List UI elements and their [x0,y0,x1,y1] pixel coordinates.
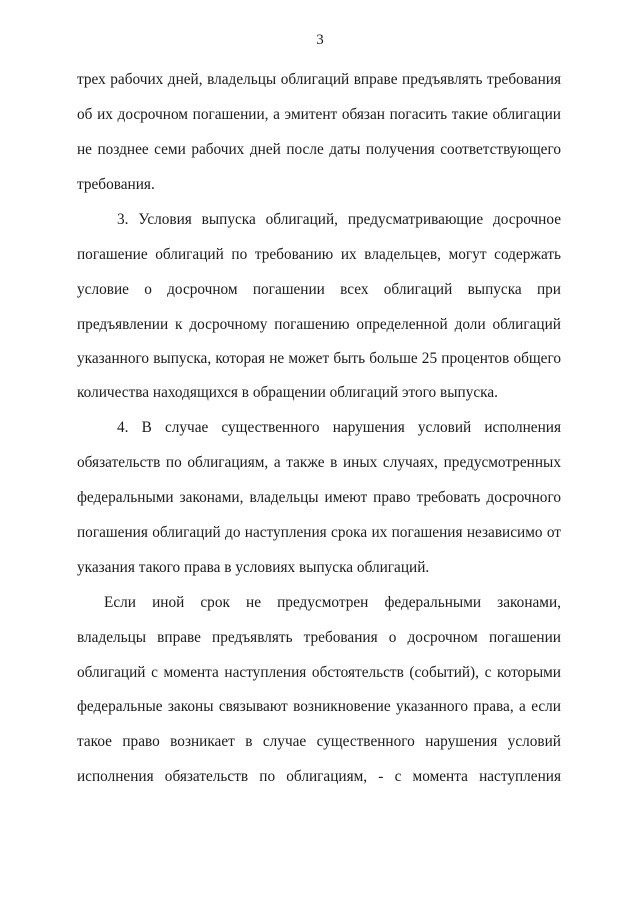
text-line: владельцы вправе предъявлять требования о досрочном погашении [77,629,561,646]
text-line: федеральные законы связывают возникновение указанного права, а если [77,698,561,715]
text-line: погашения облигаций до наступления срока их погашения независимо от [77,524,561,541]
text-line: указанного выпуска, которая не может быть больше 25 процентов общего [77,350,561,367]
text-line: требования. [77,176,155,193]
text-line: такое право возникает в случае существенного нарушения условий [77,733,561,750]
text-line: 3. Условия выпуска облигаций, предусматривающие досрочное [117,211,561,228]
text-line: обязательств по облигациям, а также в иных случаях, предусмотренных [77,454,561,471]
text-line: указания такого права в условиях выпуска облигаций. [77,559,430,576]
text-line: количества находящихся в обращении облигаций этого выпуска. [77,384,498,401]
text-line: 4. В случае существенного нарушения условий исполнения [117,419,561,436]
text-line: условие о досрочном погашении всех облигаций выпуска при [77,281,561,298]
text-line: трех рабочих дней, владельцы облигаций вправе предъявлять требования [77,71,561,88]
text-line: исполнения обязательств по облигациям, - с момента наступления [77,768,561,785]
page-number: 3 [316,32,324,48]
text-line: об их досрочном погашении, а эмитент обязан погасить такие облигации [77,106,561,123]
text-line: погашение облигаций по требованию их владельцев, могут содержать [77,246,561,263]
text-line: предъявлении к досрочному погашению определенной доли облигаций [77,316,561,333]
text-line: не позднее семи рабочих дней после даты получения соответствующего [77,141,561,158]
text-line: Если иной срок не предусмотрен федеральными законами, [104,594,561,611]
text-line: федеральными законами, владельцы имеют право требовать досрочного [77,489,561,506]
text-line: облигаций с момента наступления обстоятельств (событий), с которыми [77,664,561,681]
